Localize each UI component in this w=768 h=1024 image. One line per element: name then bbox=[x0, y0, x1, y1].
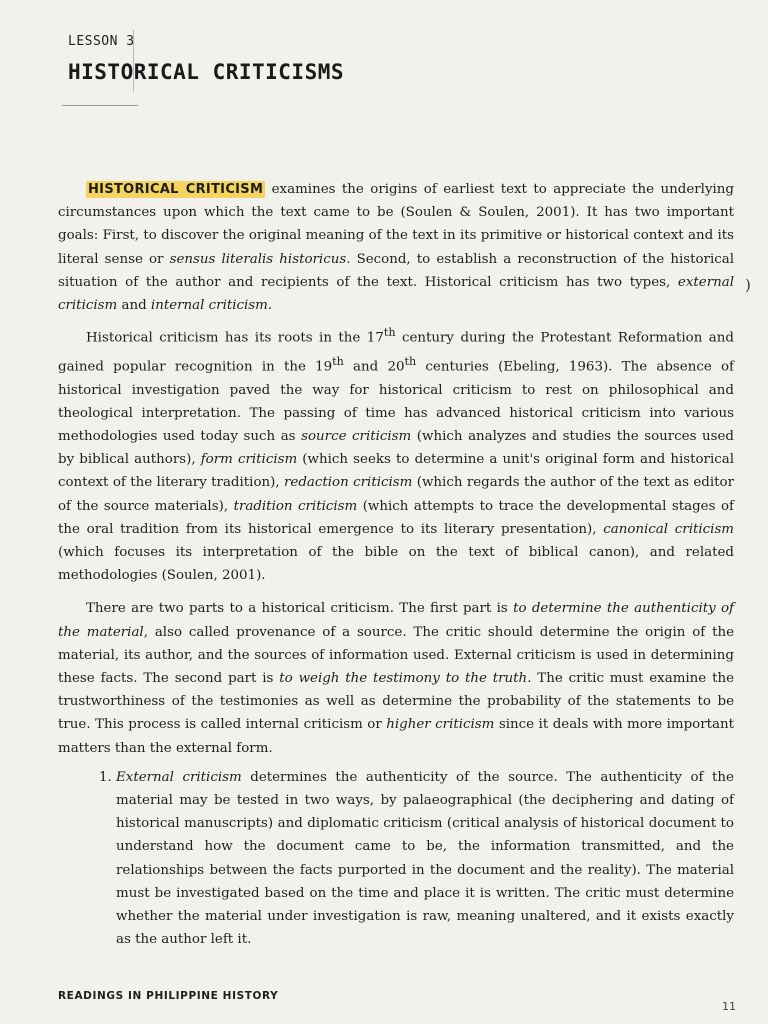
lesson-title: HISTORICAL CRITICISMS bbox=[68, 60, 345, 84]
body-text bbox=[58, 178, 734, 951]
highlighted-term: HISTORICAL CRITICISM bbox=[88, 182, 264, 197]
margin-mark: ) bbox=[745, 276, 751, 294]
paragraph-roots: Historical criticism has its roots in the 17th century during the Protestant Reformation and gained popular recognition in the 19th and 20th centuries (Ebeling, 1963). The absence of historical investigation paved the way for historical criticism to rest on philosophical and theological interpretation. The passing of time has advanced historical criticism into various methodologies used today such as source criticism (which analyzes and studies the sources used by biblical authors), form criticism (which seeks to determine a unit's original form and historical context of the literary tradition), redaction criticism (which regards the author of the text as editor of the source materials), tradition criticism (which attempts to trace the developmental stages of the oral tradition from its historical emergence to its literary presentation), canonical criticism (which focuses its interpretation of the bible on the text of biblical canon), and related methodologies (Soulen, 2001). bbox=[58, 326, 735, 584]
paragraph-two-parts: There are two parts to a historical criticism. The first part is to determine the authenticity of the material, also called provenance of a source. The critic should determine the origin of the material, its author, and the sources of information used. External criticism is used in determining these facts. The second part is to weigh the testimony to the truth. The critic must examine the trustworthiness of the testimonies as well as determine the probability of the statements to be true. This process is called internal criticism or higher criticism since it deals with more important matters than the external form. bbox=[58, 601, 735, 756]
footer-book-title: READINGS IN PHILIPPINE HISTORY bbox=[58, 990, 279, 1002]
title-divider-horizontal bbox=[62, 105, 138, 106]
numbered-list bbox=[58, 766, 734, 952]
paragraph-intro: HISTORICAL CRITICISM examines the origins of earliest text to appreciate the underlying circumstances upon which the text came to be (Soulen & Soulen, 2001). It has two important goals: First, to discover the original meaning of the text in its primitive or historical context and its literal sense or sensus literalis historicus. Second, to establish a reconstruction of the historical situation of the author and recipients of the text. Historical criticism has two types, external criticism and internal criticism. bbox=[58, 182, 734, 314]
lesson-label: LESSON 3 bbox=[68, 34, 135, 49]
footer-page-number: 11 bbox=[722, 1000, 736, 1013]
list-item: 1. External criticism determines the authenticity of the source. The authenticity of the material may be tested in two ways, by palaeographical (the deciphering and dating of historical manuscripts) and diplomatic criticism (critical analysis of historical document to understand how the document came to be, the information transmitted, and the relationships between the facts purported in the document and the reality). The material must be investigated based on the time and place it is written. The critic must determine whether the material under investigation is raw, meaning unaltered, and it exists exactly as the author left it. bbox=[116, 766, 734, 952]
